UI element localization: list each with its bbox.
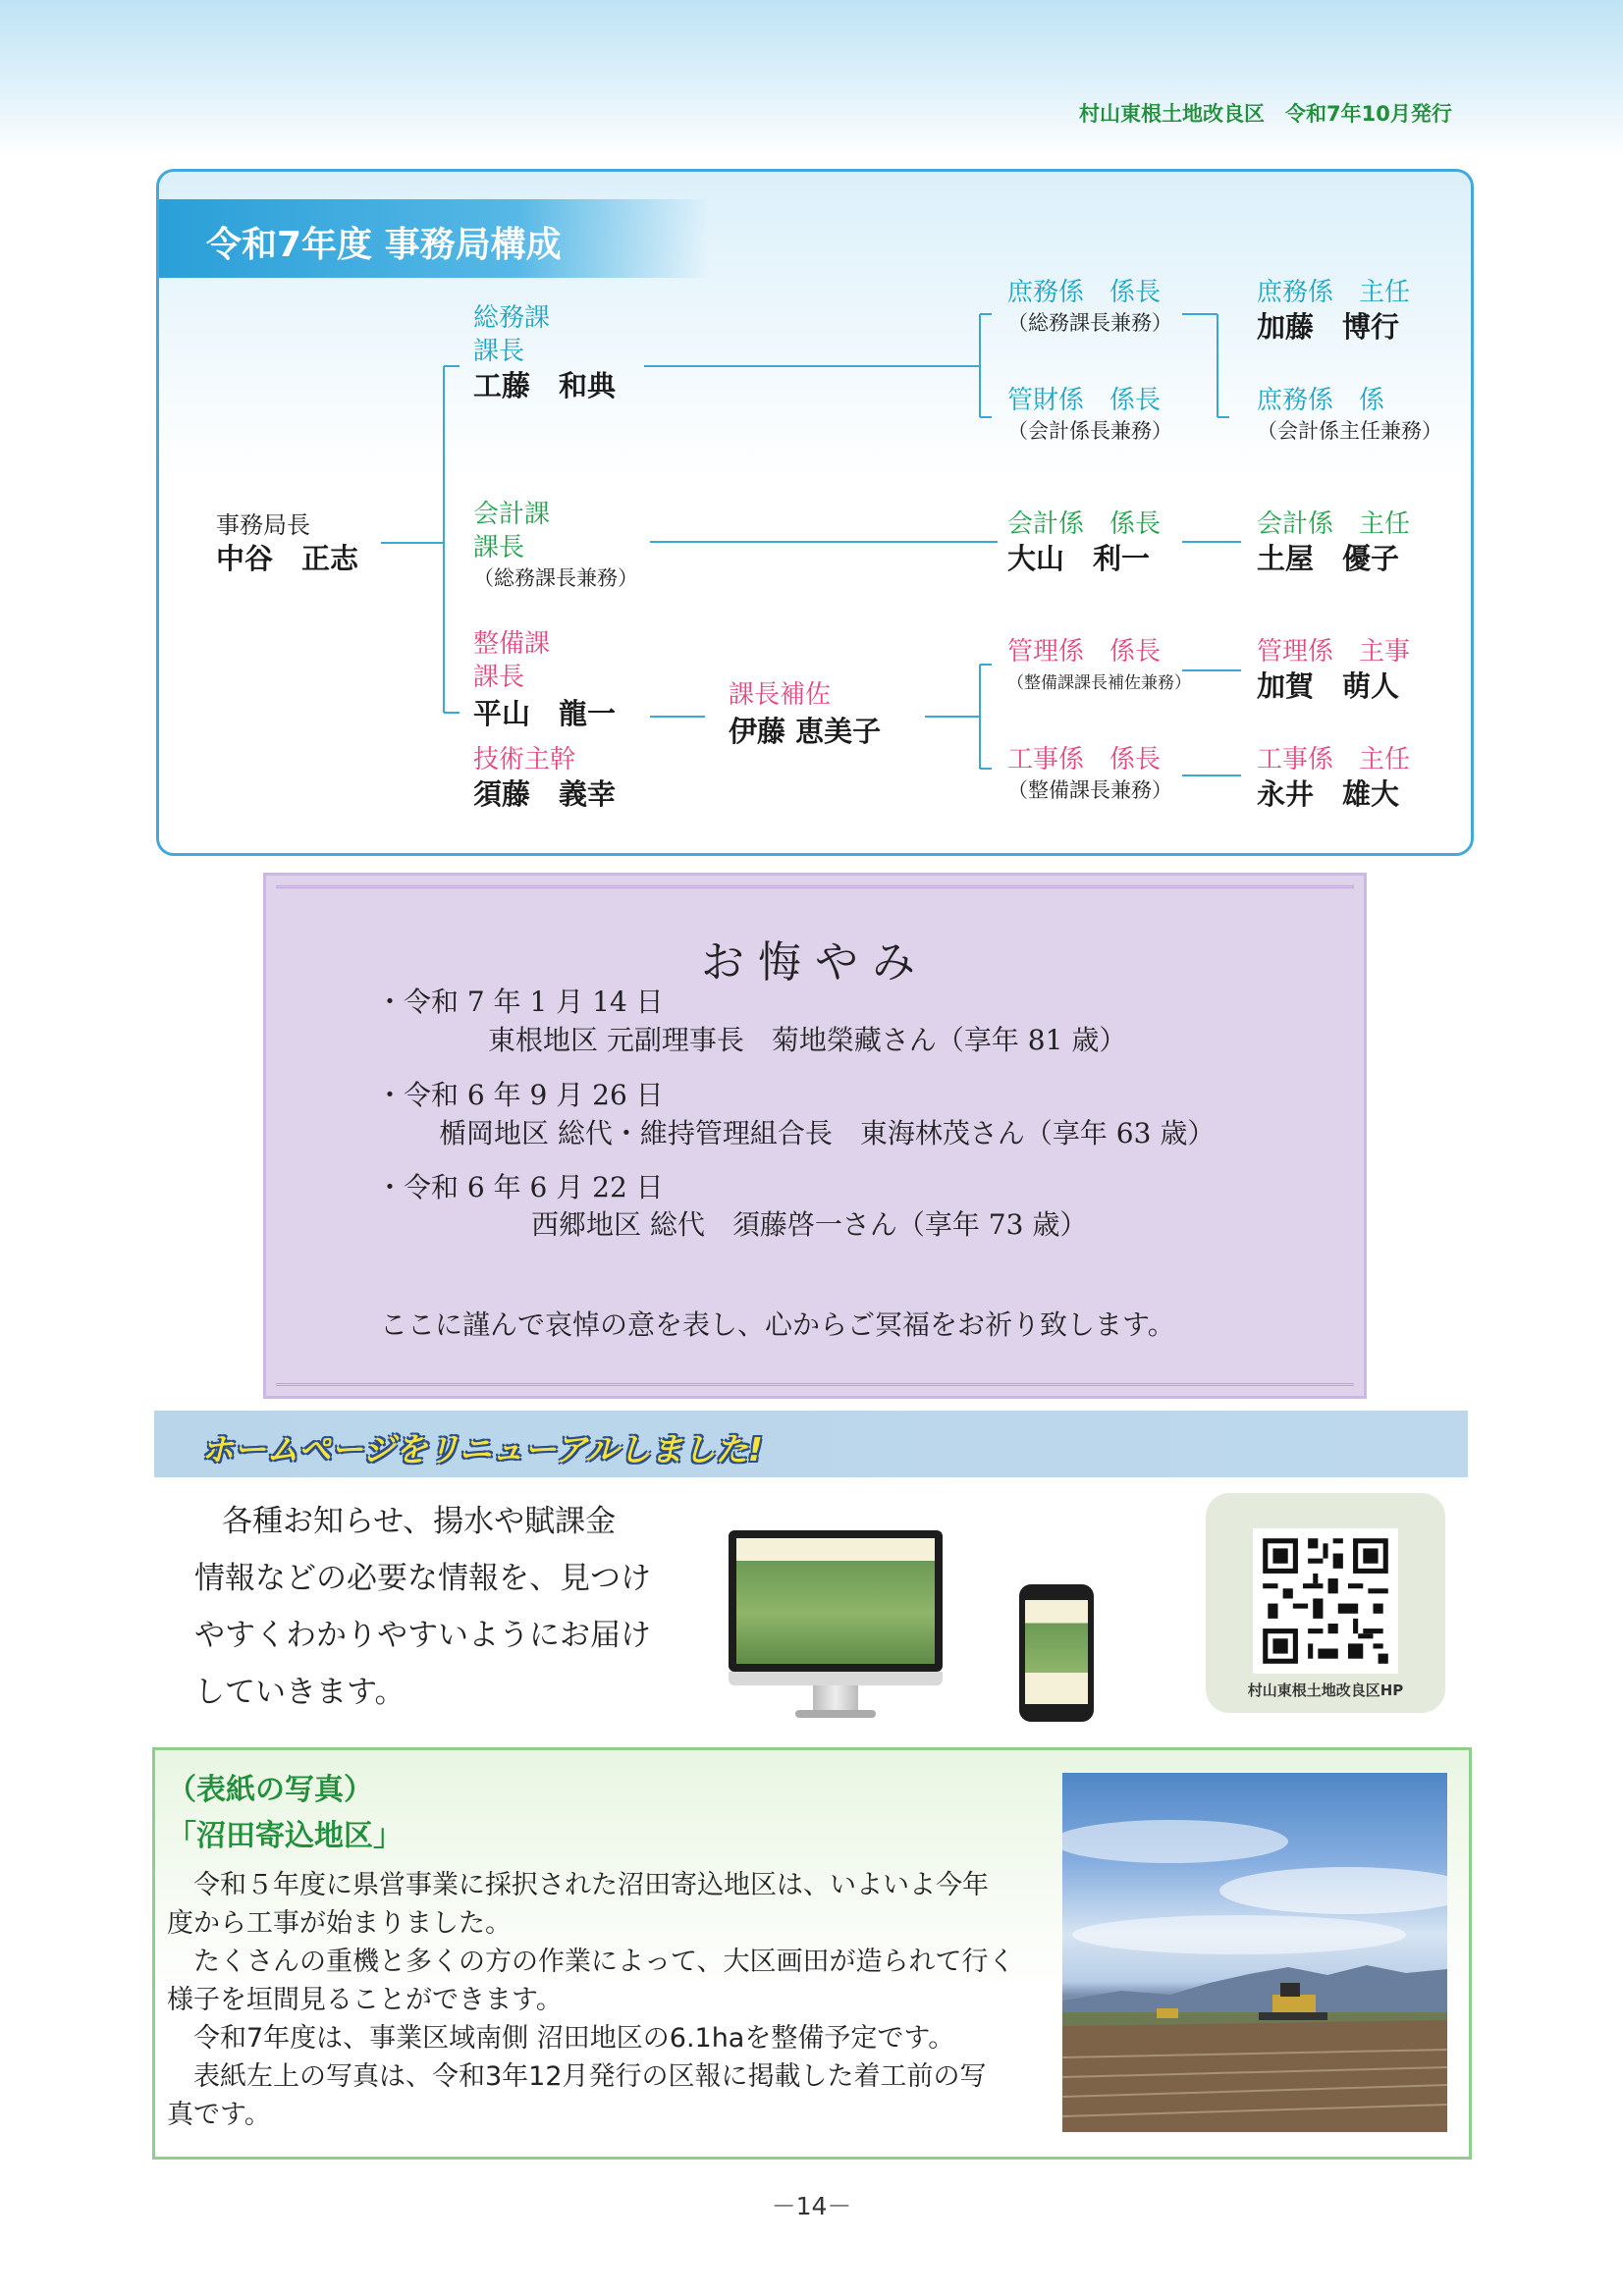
accounting-role: 課長	[473, 533, 525, 562]
condolence-title: お悔やみ	[701, 937, 929, 988]
cover-text-line: 度から工事が始まりました。	[167, 1908, 512, 1939]
condolence-entry-detail: 楯岡地区 総代・維持管理組合長 東海林茂さん（享年 63 歳）	[439, 1117, 1216, 1149]
condolence-entry-date: ・令和 6 年 9 月 26 日	[376, 1079, 664, 1111]
tech-chief-name: 須藤 義幸	[473, 777, 617, 811]
condolence-box	[263, 873, 1367, 1399]
page-number: －14－	[771, 2192, 852, 2220]
accounting-chief-name: 大山 利一	[1007, 542, 1151, 575]
monitor-screen	[729, 1530, 943, 1672]
field-photo-illustration	[1062, 1773, 1447, 2132]
assistant-chief-name: 伊藤 恵美子	[729, 715, 882, 748]
homepage-text-line: やすくわかりやすいようにお届け	[194, 1618, 651, 1653]
homepage-banner-text: ホームページをリニューアルしました!	[201, 1430, 763, 1468]
condolence-entry-date: ・令和 7 年 1 月 14 日	[376, 986, 664, 1018]
clerical-section-chief-note: （総務課長兼務）	[1007, 311, 1172, 335]
management-section-chief-title: 管理係 係長	[1007, 637, 1162, 667]
maintenance-dept: 整備課	[473, 629, 551, 659]
clerical-staff2-title: 庶務係 係	[1257, 386, 1385, 415]
general-affairs-role: 課長	[473, 337, 525, 366]
maintenance-chief-name: 平山 龍一	[473, 697, 617, 730]
qr-code[interactable]	[1253, 1528, 1398, 1674]
qr-caption: 村山東根土地改良区HP	[1247, 1682, 1404, 1699]
homepage-text-line: 情報などの必要な情報を、見つけ	[194, 1561, 651, 1596]
maintenance-role: 課長	[473, 663, 525, 692]
monitor-chin	[729, 1672, 943, 1685]
construction-staff-name: 永井 雄大	[1257, 777, 1400, 811]
construction-staff-title: 工事係 主任	[1257, 745, 1411, 774]
condolence-entry-detail: 西郷地区 総代 須藤啓一さん（享年 73 歳）	[531, 1208, 1088, 1241]
accounting-staff-name: 土屋 優子	[1257, 542, 1400, 575]
tech-chief-title: 技術主幹	[473, 745, 576, 774]
clerical-staff2-note: （会計係主任兼務）	[1257, 419, 1442, 443]
management-staff-title: 管理係 主事	[1257, 637, 1411, 667]
cover-subheading: 「沼田寄込地区」	[167, 1819, 403, 1853]
clerical-staff-name: 加藤 博行	[1257, 310, 1400, 344]
accounting-note: （総務課長兼務）	[473, 566, 638, 590]
accounting-staff-title: 会計係 主任	[1257, 509, 1411, 539]
accounting-chief-title: 会計係 係長	[1007, 509, 1162, 539]
accounting-dept: 会計課	[473, 500, 551, 529]
general-affairs-chief-name: 工藤 和典	[473, 369, 617, 402]
cover-text-line: 令和7年度は、事業区域南側 沼田地区の6.1haを整備予定です。	[167, 2023, 955, 2054]
assistant-chief-title: 課長補佐	[729, 680, 832, 710]
homepage-text-line: 各種お知らせ、揚水や賦課金	[222, 1504, 617, 1539]
header-publisher	[1079, 98, 1452, 128]
clerical-section-chief-title: 庶務係 係長	[1007, 278, 1162, 307]
general-affairs-dept: 総務課	[473, 303, 551, 333]
smartphone-illustration	[1019, 1584, 1094, 1722]
property-section-chief-title: 管財係 係長	[1007, 386, 1162, 415]
monitor-foot	[795, 1710, 876, 1718]
cover-text-line: 様子を垣間見ることができます。	[167, 1985, 563, 2015]
header-issue: 令和7年10月発行	[1285, 102, 1452, 126]
cover-text-line: 令和５年度に県営事業に採択された沼田寄込地区は、いよいよ今年	[167, 1870, 989, 1900]
header-band	[0, 0, 1623, 157]
cover-field-photo	[1062, 1773, 1447, 2132]
condolence-closing: ここに謹んで哀悼の意を表し、心からご冥福をお祈り致します。	[380, 1308, 1175, 1341]
property-section-chief-note: （会計係長兼務）	[1007, 419, 1172, 443]
director-name: 中谷 正志	[216, 542, 359, 575]
management-staff-name: 加賀 萌人	[1257, 669, 1400, 703]
cover-text-line: 真です。	[167, 2100, 271, 2130]
condolence-entry-date: ・令和 6 年 6 月 22 日	[376, 1171, 664, 1203]
cover-heading: （表紙の写真）	[167, 1773, 373, 1807]
cover-text-line: たくさんの重機と多くの方の作業によって、大区画田が造られて行く	[167, 1947, 1015, 1977]
org-chart-box	[156, 169, 1474, 856]
homepage-text-line: していきます。	[194, 1675, 406, 1710]
clerical-staff-title: 庶務係 主任	[1257, 278, 1411, 307]
qr-card[interactable]	[1206, 1493, 1445, 1713]
director-title: 事務局長	[216, 511, 310, 539]
cover-text-line: 表紙左上の写真は、令和3年12月発行の区報に掲載した着工前の写	[167, 2061, 987, 2092]
construction-section-chief-note: （整備課長兼務）	[1007, 778, 1172, 802]
qr-code-icon	[1253, 1528, 1398, 1674]
condolence-entry-detail: 東根地区 元副理事長 菊地榮藏さん（享年 81 歳）	[488, 1024, 1127, 1056]
construction-section-chief-title: 工事係 係長	[1007, 745, 1162, 774]
homepage-banner	[154, 1411, 1468, 1477]
management-section-chief-note: （整備課課長補佐兼務）	[1007, 673, 1191, 693]
org-chart-title: 令和7年度 事務局構成	[206, 225, 562, 265]
header-org-name: 村山東根土地改良区	[1079, 102, 1265, 126]
